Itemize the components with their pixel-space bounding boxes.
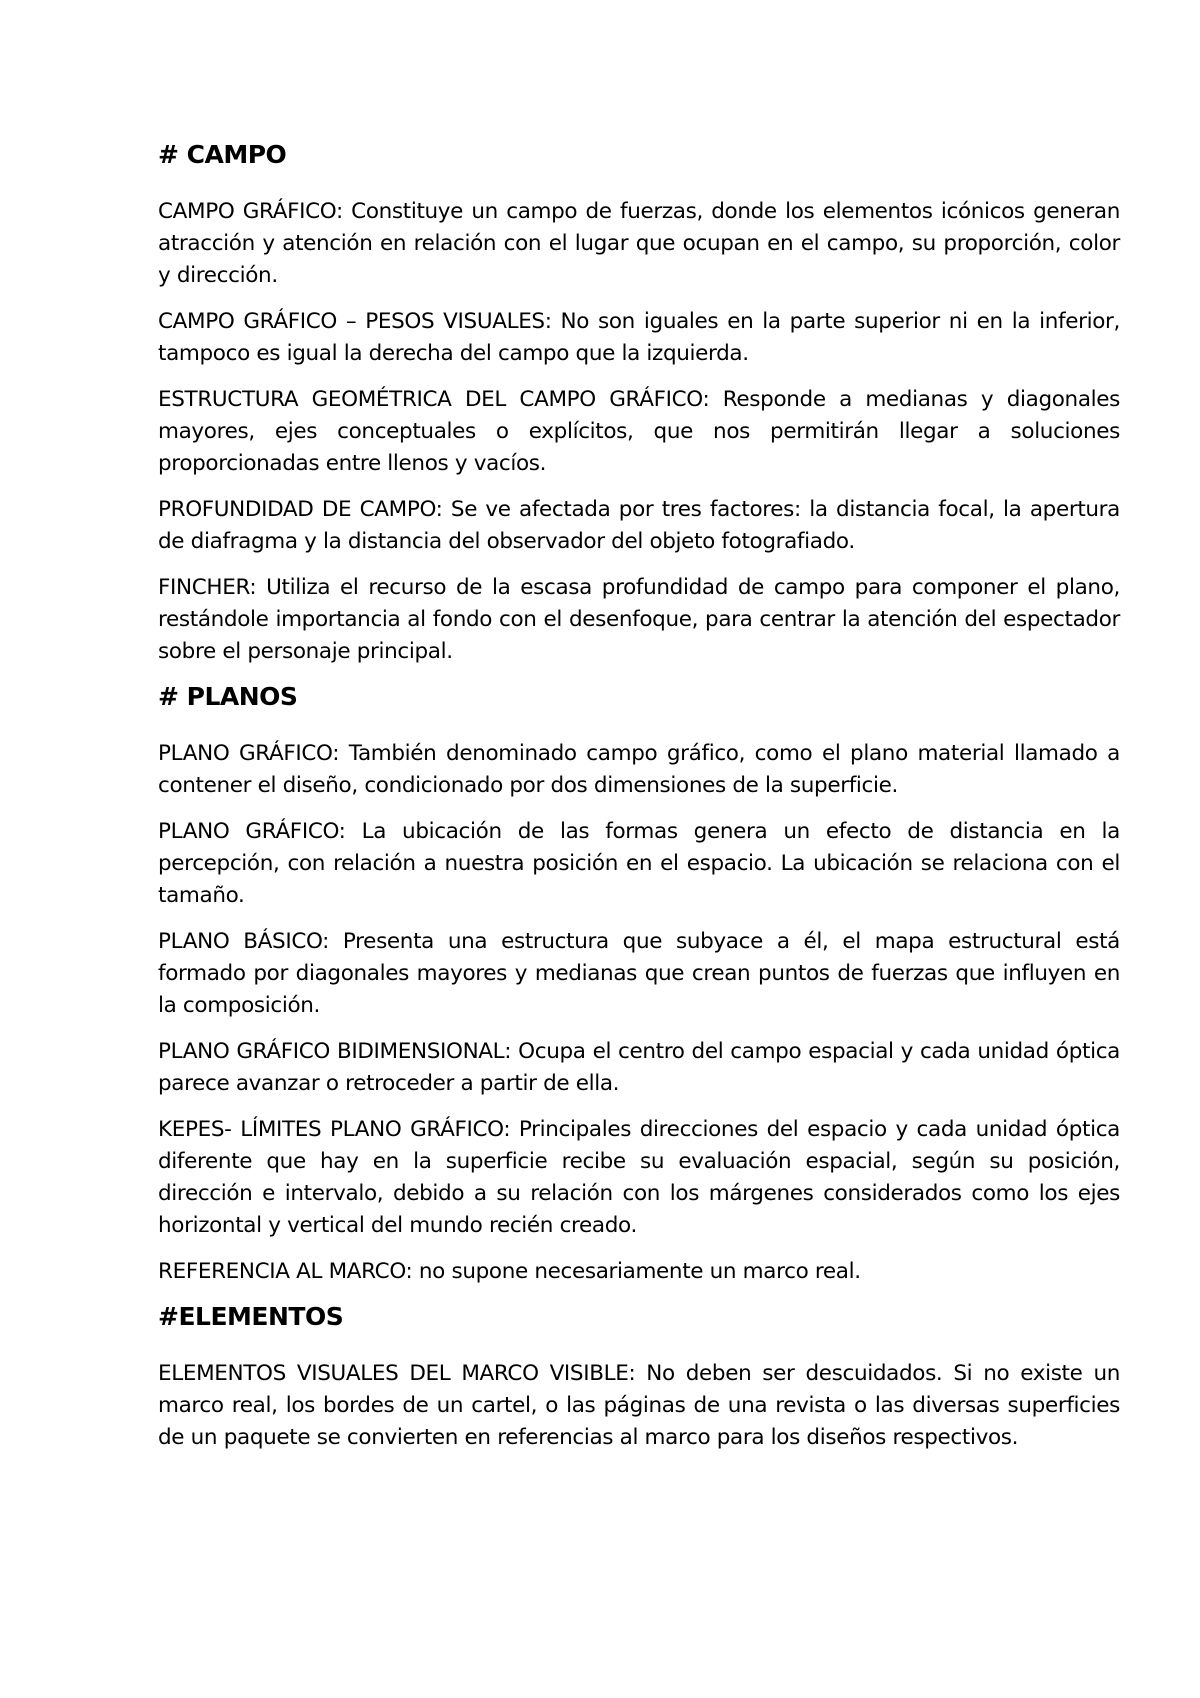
paragraph: FINCHER: Utiliza el recurso de la escasa profundidad de campo para componer el plano, restándole importancia al fondo con el desenfoque, para centrar la atención del espectador sobre el personaje principal. bbox=[158, 575, 1120, 664]
paragraph: KEPES- LÍMITES PLANO GRÁFICO: Principales direcciones del espacio y cada unidad óptica diferente que hay en la superficie recibe su evaluación espacial, según su posición, dirección e intervalo, debido a su relación con los márgenes considerados como los ejes horizontal y vertical del mundo recién creado. bbox=[158, 1117, 1120, 1238]
section-heading: #ELEMENTOS bbox=[158, 1302, 344, 1331]
section-planos bbox=[158, 682, 1120, 1288]
paragraph: PLANO GRÁFICO BIDIMENSIONAL: Ocupa el centro del campo espacial y cada unidad óptica parece avanzar o retroceder a partir de ella. bbox=[158, 1039, 1120, 1096]
paragraph: ESTRUCTURA GEOMÉTRICA DEL CAMPO GRÁFICO: Responde a medianas y diagonales mayores, ejes conceptuales o explícitos, que nos permitirán llegar a soluciones proporcionadas entre llenos y vacíos. bbox=[158, 387, 1120, 476]
paragraph: CAMPO GRÁFICO – PESOS VISUALES: No son iguales en la parte superior ni en la inferior, tampoco es igual la derecha del campo que la izquierda. bbox=[158, 309, 1120, 366]
section-heading: # PLANOS bbox=[158, 682, 298, 711]
section-elementos bbox=[158, 1302, 1120, 1454]
paragraph: REFERENCIA AL MARCO: no supone necesariamente un marco real. bbox=[158, 1259, 861, 1284]
paragraph: PLANO BÁSICO: Presenta una estructura que subyace a él, el mapa estructural está formado por diagonales mayores y medianas que crean puntos de fuerzas que influyen en la composición. bbox=[158, 929, 1120, 1018]
paragraph: ELEMENTOS VISUALES DEL MARCO VISIBLE: No deben ser descuidados. Si no existe un marco real, los bordes de un cartel, o las páginas de una revista o las diversas superficies de un paquete se convierten en referencias al marco para los diseños respectivos. bbox=[158, 1361, 1120, 1450]
paragraph: PLANO GRÁFICO: También denominado campo gráfico, como el plano material llamado a contener el diseño, condicionado por dos dimensiones de la superficie. bbox=[158, 741, 1120, 798]
section-campo bbox=[158, 140, 1120, 668]
section-heading: # CAMPO bbox=[158, 140, 287, 169]
paragraph: PLANO GRÁFICO: La ubicación de las formas genera un efecto de distancia en la percepción, con relación a nuestra posición en el espacio. La ubicación se relaciona con el tamaño. bbox=[158, 819, 1120, 908]
paragraph: PROFUNDIDAD DE CAMPO: Se ve afectada por tres factores: la distancia focal, la apertura de diafragma y la distancia del observador del objeto fotografiado. bbox=[158, 497, 1120, 554]
paragraph: CAMPO GRÁFICO: Constituye un campo de fuerzas, donde los elementos icónicos generan atracción y atención en relación con el lugar que ocupan en el campo, su proporción, color y dirección. bbox=[158, 199, 1120, 288]
